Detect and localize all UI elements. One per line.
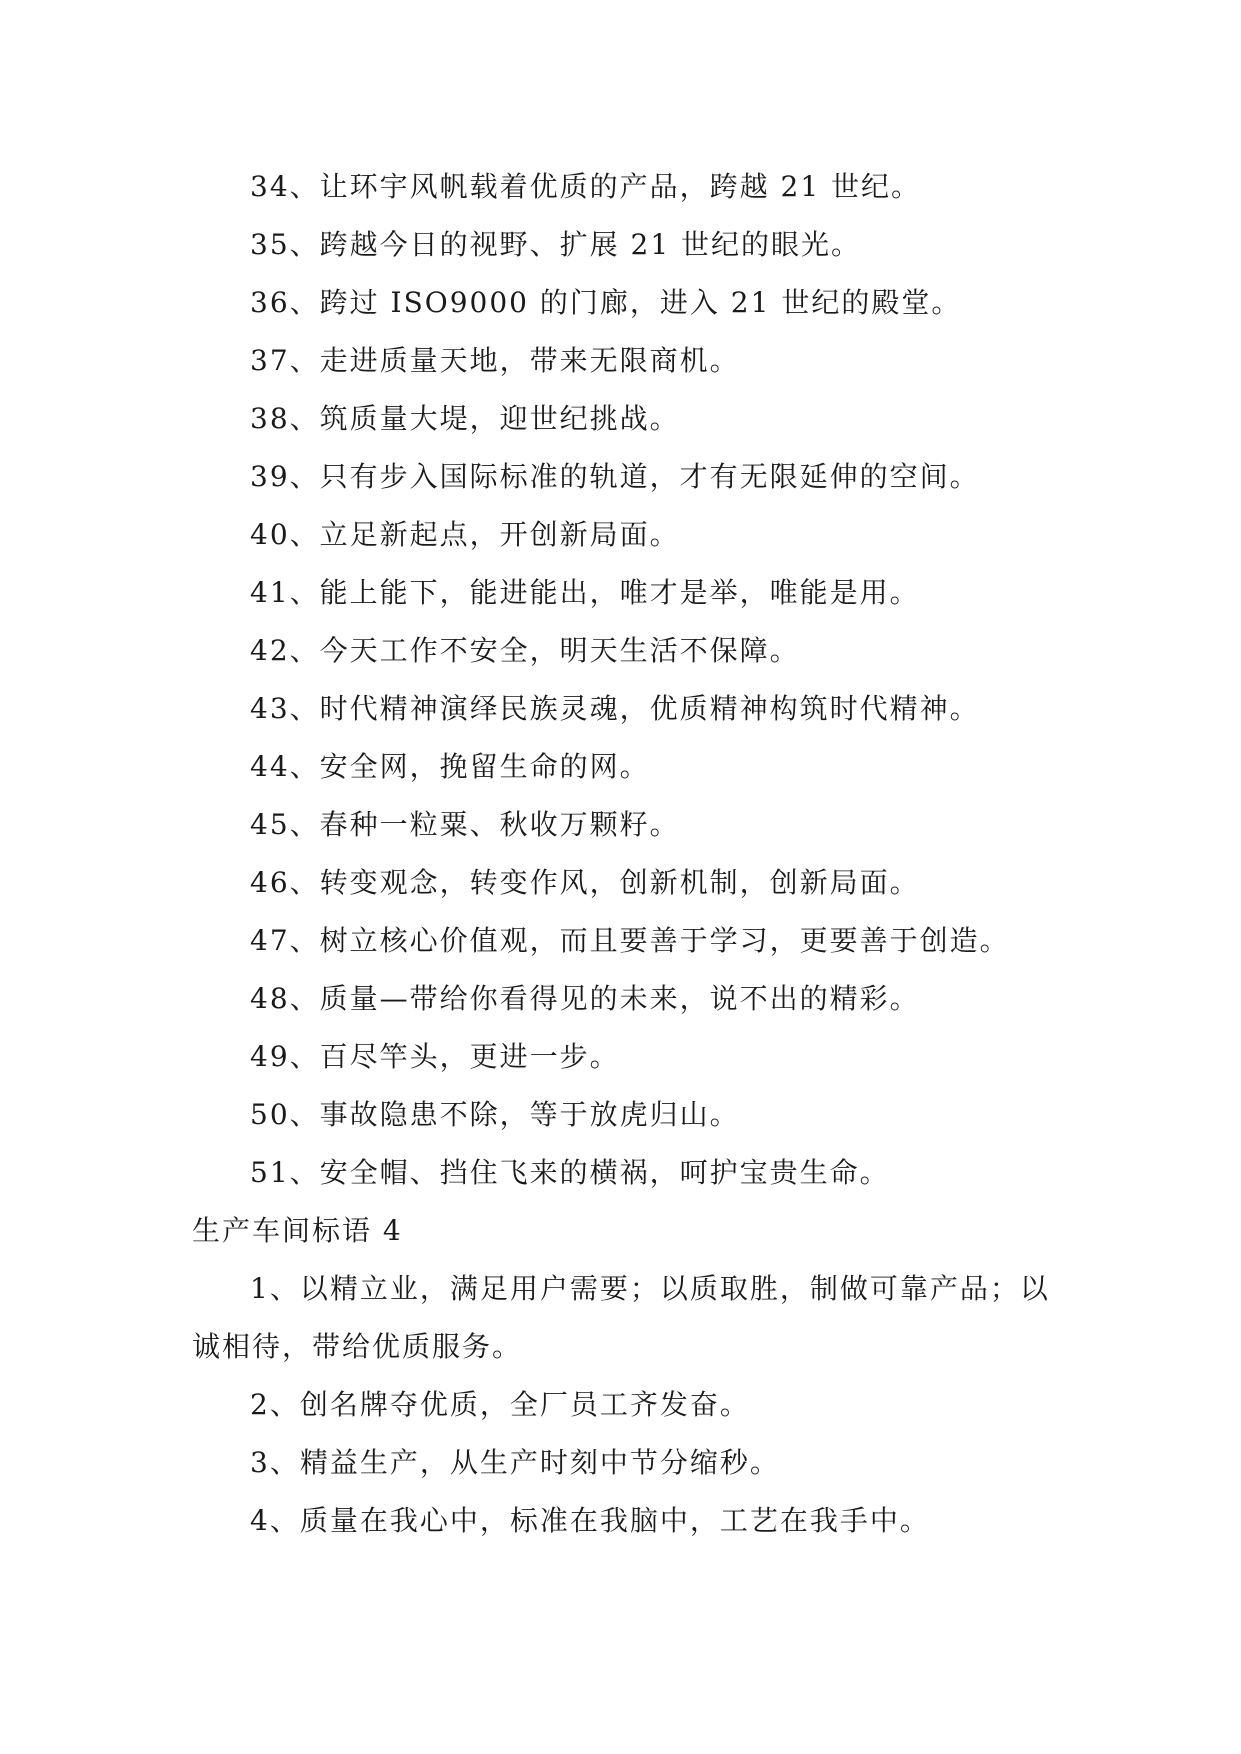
list-item: 46、转变观念，转变作风，创新机制，创新局面。	[250, 866, 920, 899]
list-item: 42、今天工作不安全，明天生活不保障。	[250, 634, 800, 667]
list-item: 50、事故隐患不除，等于放虎归山。	[250, 1098, 740, 1131]
list-item: 3、精益生产，从生产时刻中节分缩秒。	[250, 1446, 780, 1479]
list-item: 36、跨过 ISO9000 的门廊，进入 21 世纪的殿堂。	[250, 286, 962, 319]
list-item: 4、质量在我心中，标准在我脑中，工艺在我手中。	[250, 1504, 930, 1537]
list-item: 39、只有步入国际标准的轨道，才有无限延伸的空间。	[250, 460, 980, 493]
list-item: 51、安全帽、挡住飞来的横祸，呵护宝贵生命。	[250, 1156, 890, 1189]
section-heading: 生产车间标语 4	[192, 1214, 403, 1247]
list-item: 38、筑质量大堤，迎世纪挑战。	[250, 402, 680, 435]
list-item: 2、创名牌夺优质，全厂员工齐发奋。	[250, 1388, 750, 1421]
list-item: 37、走进质量天地，带来无限商机。	[250, 344, 740, 377]
list-item: 44、安全网，挽留生命的网。	[250, 750, 650, 783]
list-item: 45、春种一粒粟、秋收万颗籽。	[250, 808, 680, 841]
list-item: 40、立足新起点，开创新局面。	[250, 518, 680, 551]
list-item: 48、质量—带给你看得见的未来，说不出的精彩。	[250, 982, 920, 1015]
list-item: 41、能上能下，能进能出，唯才是举，唯能是用。	[250, 576, 920, 609]
paragraph: 1、以精立业，满足用户需要；以质取胜，制做可靠产品；以诚相待，带给优质服务。	[192, 1272, 1050, 1363]
list-item: 47、树立核心价值观，而且要善于学习，更要善于创造。	[250, 924, 1010, 957]
list-item: 43、时代精神演绎民族灵魂，优质精神构筑时代精神。	[250, 692, 980, 725]
list-item: 34、让环宇风帆载着优质的产品，跨越 21 世纪。	[250, 170, 922, 203]
list-item: 49、百尽竿头，更进一步。	[250, 1040, 620, 1073]
document-body	[192, 158, 1052, 1550]
list-item: 35、跨越今日的视野、扩展 21 世纪的眼光。	[250, 228, 862, 261]
